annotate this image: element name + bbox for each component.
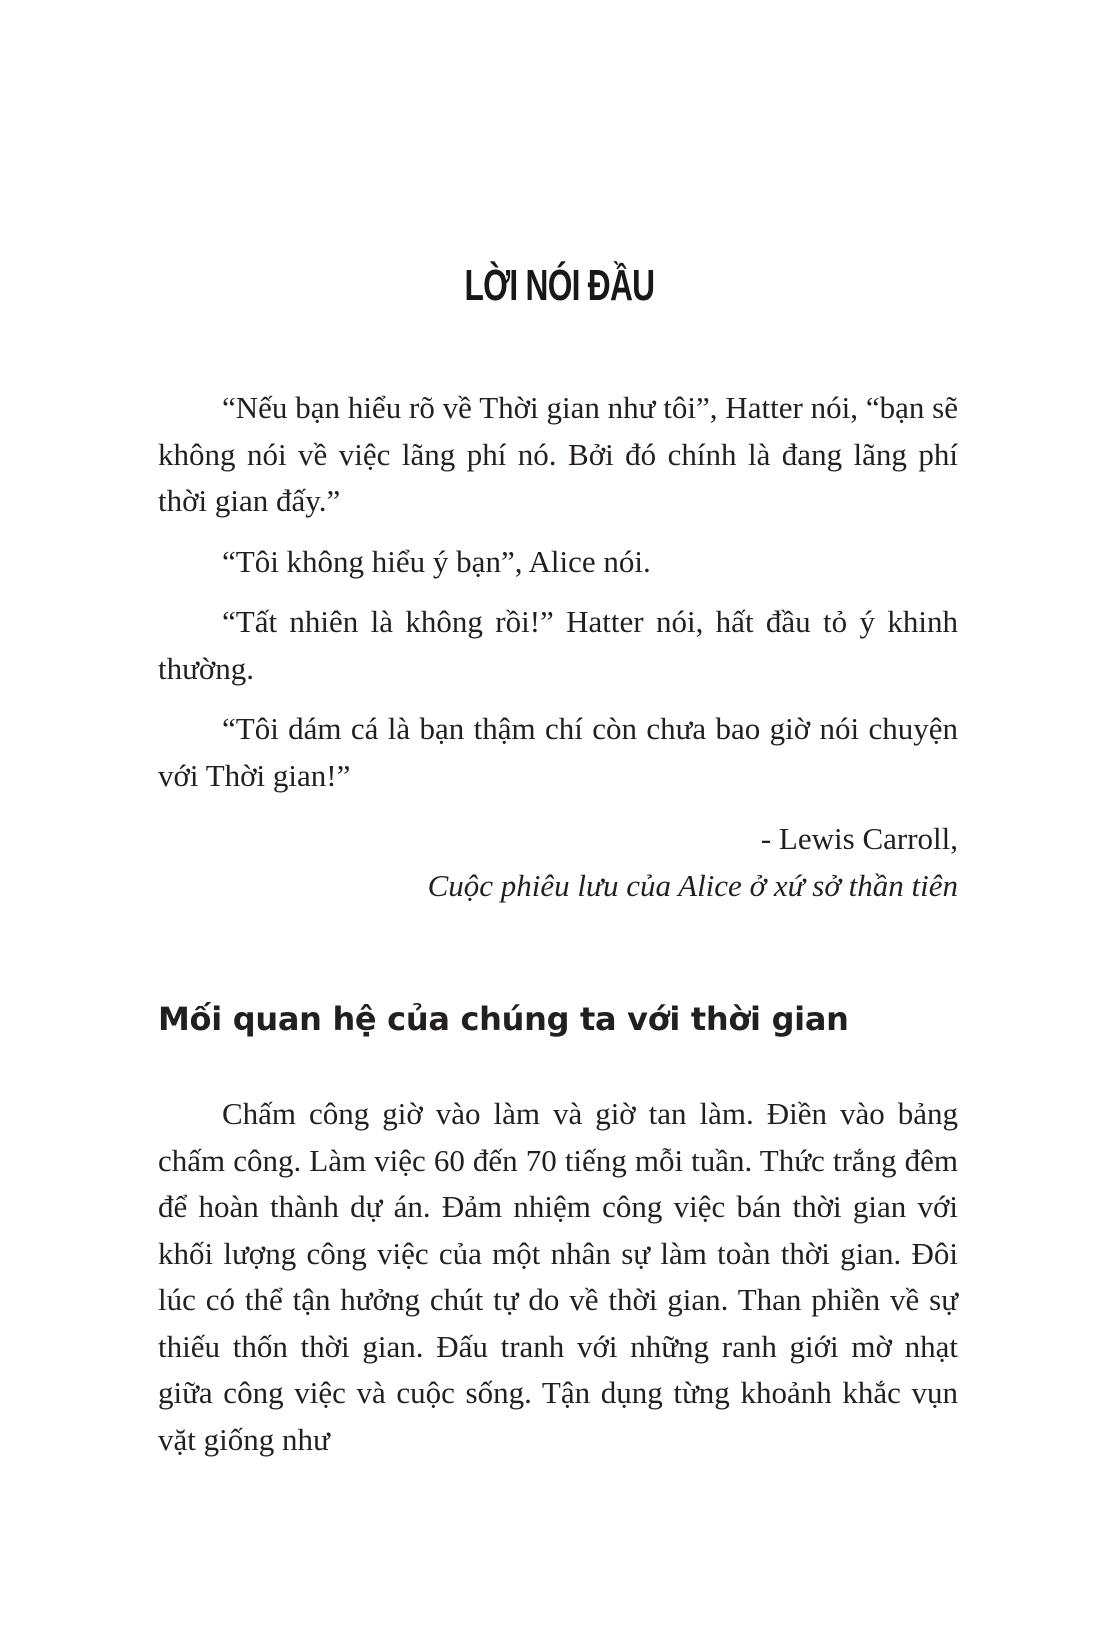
epigraph-paragraph: “Tôi không hiểu ý bạn”, Alice nói. <box>222 543 651 579</box>
epigraph-attribution <box>158 815 958 909</box>
epigraph-paragraph: “Tôi dám cá là bạn thậm chí còn chưa bao giờ nói chuyện với Thời gian!” <box>158 711 958 793</box>
chapter-title: LỜI NÓI ĐẦU <box>464 261 655 310</box>
epigraph-paragraph: “Tất nhiên là không rồi!” Hatter nói, hất đầu tỏ ý khinh thường. <box>158 604 958 686</box>
attribution-work-title: Cuộc phiêu lưu của Alice ở xứ sở thần tiên <box>427 868 958 903</box>
section-heading: Mối quan hệ của chúng ta với thời gian <box>158 1000 849 1038</box>
epigraph <box>158 385 958 813</box>
epigraph-paragraph: “Nếu bạn hiểu rõ về Thời gian như tôi”, Hatter nói, “bạn sẽ không nói về việc lãng phí nó. Bởi đó chính là đang lãng phí thời gian đấy.” <box>158 390 958 518</box>
section-body <box>158 1091 958 1477</box>
body-paragraph: Chấm công giờ vào làm và giờ tan làm. Điền vào bảng chấm công. Làm việc 60 đến 70 tiếng mỗi tuần. Thức trắng đêm để hoàn thành dự án. Đảm nhiệm công việc bán thời gian với khối lượng công việc của một nhân sự làm toàn thời gian. Đôi lúc có thể tận hưởng chút tự do về thời gian. Than phiền về sự thiếu thốn thời gian. Đấu tranh với những ranh giới mờ nhạt giữa công việc và cuộc sống. Tận dụng từng khoảnh khắc vụn vặt giống như <box>158 1096 958 1457</box>
attribution-author: - Lewis Carroll, <box>760 821 958 856</box>
